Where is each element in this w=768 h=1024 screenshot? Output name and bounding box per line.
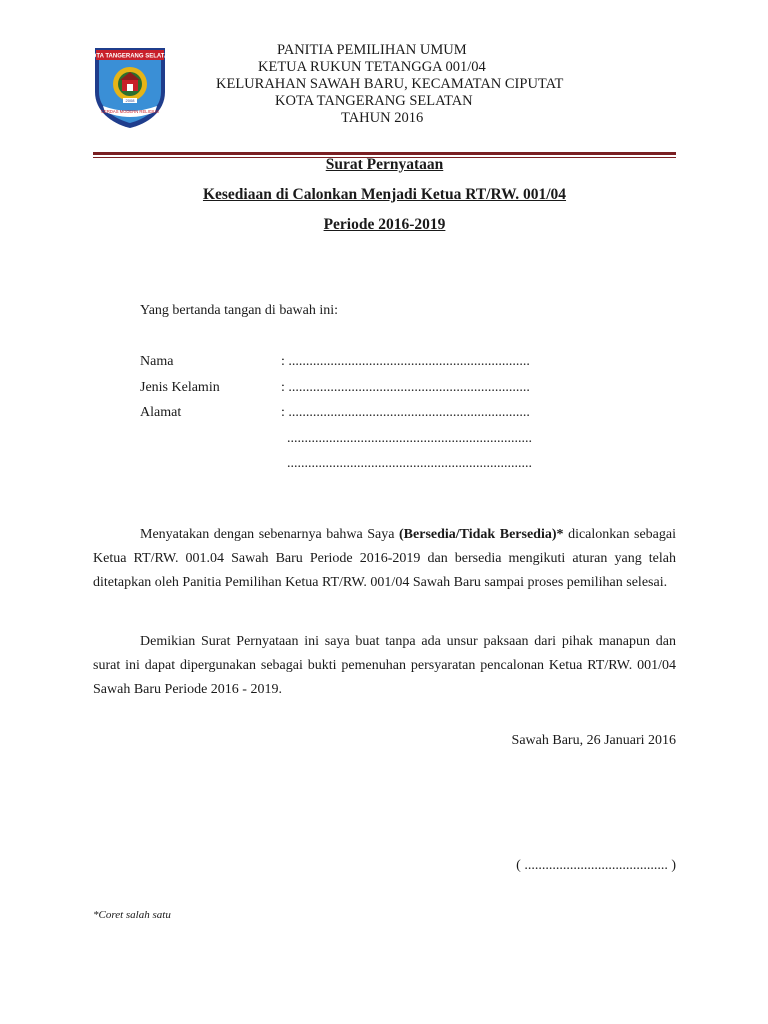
city-emblem-logo xyxy=(87,46,173,130)
field-blank-jenis-kelamin: : ..................................................................... xyxy=(281,380,530,395)
document-title: Surat Pernyataan xyxy=(325,156,444,173)
svg-text:2008: 2008 xyxy=(125,98,135,104)
statement-paragraph xyxy=(93,523,676,595)
statement-choice: (Bersedia/Tidak Bersedia)* xyxy=(399,527,564,542)
field-blank-alamat-line-3: ...................................................................... xyxy=(287,456,532,471)
field-label-jenis-kelamin: Jenis Kelamin xyxy=(140,380,220,395)
letterhead-line-kelurahan: KELURAHAN SAWAH BARU, KECAMATAN CIPUTAT xyxy=(216,76,564,92)
letterhead-line-rt: KETUA RUKUN TETANGGA 001/04 xyxy=(258,59,486,75)
letterhead-line-committee: PANITIA PEMILIHAN UMUM xyxy=(277,42,467,58)
document-subject: Kesediaan di Calonkan Menjadi Ketua RT/RW. 001/04 xyxy=(202,186,567,203)
signature-line: ( ......................................... ) xyxy=(516,858,676,873)
statement-text-end: dicalonkan sebagai Ketua RT/RW. 001.04 Sawah Baru Periode 2016-2019 dan bersedia mengikuti aturan yang telah ditetapkan oleh Panitia Pemilihan Ketua RT/RW. 001/04 Sawah Baru sampai proses pemilihan selesai. xyxy=(93,527,677,590)
intro-text: Yang bertanda tangan di bawah ini: xyxy=(140,303,339,318)
svg-text:KOTA TANGERANG SELATAN: KOTA TANGERANG SELATAN xyxy=(87,53,173,60)
field-label-nama: Nama xyxy=(140,354,174,369)
svg-text:CERDAS MODERN RELIGIUS: CERDAS MODERN RELIGIUS xyxy=(101,109,159,114)
letterhead-line-city: KOTA TANGERANG SELATAN xyxy=(275,93,473,109)
closing-paragraph: Demikian Surat Pernyataan ini saya buat tanpa ada unsur paksaan dari pihak manapun dan surat ini dapat dipergunakan sebagai bukti pemenuhan persyaratan pencalonan Ketua RT/RW. 001/04 Sawah Baru Periode 2016 - 2019. xyxy=(93,634,676,697)
field-blank-alamat: : ..................................................................... xyxy=(281,405,530,420)
document-period: Periode 2016-2019 xyxy=(323,216,446,233)
footnote: *Coret salah satu xyxy=(93,909,171,921)
field-blank-nama: : ..................................................................... xyxy=(281,354,530,369)
statement-text-start: Menyatakan dengan sebenarnya bahwa Saya xyxy=(140,527,400,542)
letterhead-text xyxy=(170,42,600,127)
letterhead-line-year: TAHUN 2016 xyxy=(341,110,424,126)
place-date: Sawah Baru, 26 Januari 2016 xyxy=(511,733,676,748)
field-label-alamat: Alamat xyxy=(140,405,182,420)
letterhead-rule-thick xyxy=(93,152,676,155)
field-blank-alamat-line-2: ...................................................................... xyxy=(287,431,532,446)
